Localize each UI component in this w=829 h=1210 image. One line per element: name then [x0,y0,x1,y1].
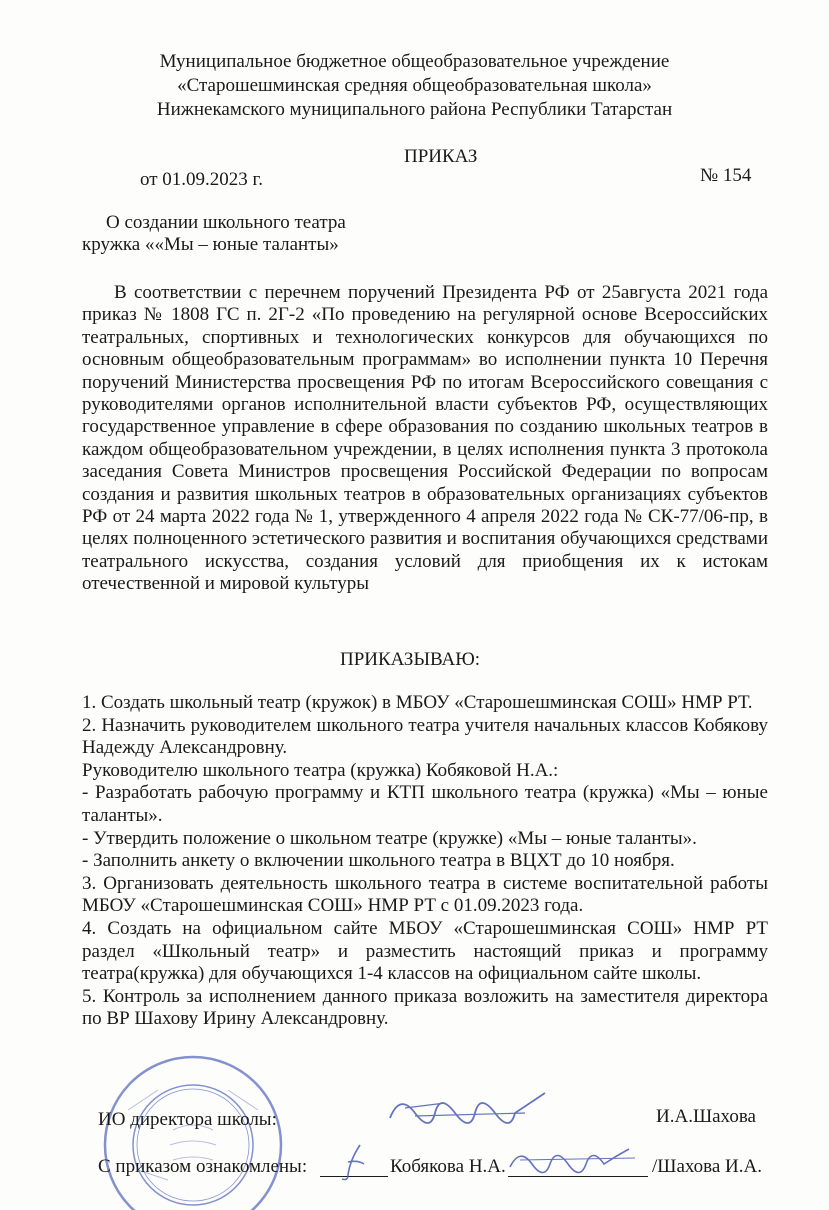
signature-name: И.А.Шахова [656,1106,756,1127]
order-title: ПРИКАЗ [404,146,478,167]
decree-item-1: 1. Создать школьный театр (кружок) в МБОУ «Старошешминская СОШ» НМР РТ. [82,692,753,713]
decree-subitem-regulation: - Утвердить положение о школьном театре (кружке) «Мы – юные таланты». [82,827,697,849]
decree-heading: ПРИКАЗЫВАЮ: [340,649,481,670]
subject-line2: кружка ««Мы – юные таланты» [82,234,339,255]
decree-item-5: 5. Контроль за исполнением данного приказа возложить на заместителя директора по ВР Шахову Ирину Александровну. [82,985,768,1030]
acknowledgement-person-2: /Шахова И.А. [652,1156,763,1177]
subject-line1: О создании школьного театра [106,212,346,233]
decree-subitem-survey: - Заполнить анкету о включении школьного театра в ВЦХТ до 10 ноября. [82,850,675,872]
order-date: от 01.09.2023 г. [140,169,263,190]
school-name-line3: Нижнекамского муниципального района Республики Татарстан [156,99,673,120]
acknowledgement-label: С приказом ознакомлены: [98,1156,308,1177]
decree-items [82,692,768,1031]
signature-position: ИО директора школы: [98,1109,277,1130]
shakhova-signature-image [505,1142,650,1182]
decree-subitem-program: - Разработать рабочую программу и КТП школьного театра (кружка) «Мы – юные таланты». [82,782,768,826]
director-signature-image [385,1088,555,1138]
kobyakova-signature-image [330,1140,380,1185]
decree-item-2: 2. Назначить руководителем школьного театра учителя начальных классов Кобякову Надежду Александровну. [82,714,768,759]
decree-item-2-sub-heading: Руководителю школьного театра (кружка) Кобяковой Н.А.: [82,759,559,781]
school-name-line1: Муниципальное бюджетное общеобразовательное учреждение [159,51,670,72]
order-number: № 154 [700,165,752,186]
acknowledgement-person-1: Кобякова Н.А. [390,1156,506,1177]
decree-item-4: 4. Создать на официальном сайте МБОУ «Старошешминская СОШ» НМР РТ раздел «Школьный театр» и разместить настоящий приказ и программу театра(кружка) для обучающихся 1-4 классов на официальном сайте школы. [82,917,768,985]
decree-item-3: 3. Организовать деятельность школьного театра в системе воспитательной работы МБОУ «Старошешминская СОШ» НМР РТ с 01.09.2023 года. [82,872,768,917]
school-name-line2: «Старошешминская средняя общеобразовательная школа» [177,75,652,96]
preamble-paragraph: В соответствии с перечнем поручений Президента РФ от 25августа 2021 года приказ № 1808 ГС п. 2Г-2 «По проведению на регулярной основе Всероссийских театральных, спортивных и технологических конкурсов для обучающихся по основным общеобразовательным программам» во исполнении пункта 10 Перечня поручений Министерства просвещения РФ по итогам Всероссийского совещания с руководителями органов исполнительной власти субъектов РФ, осуществляющих государственное управление в сфере образования по созданию школьных театров в каждом общеобразовательном учреждении, в целях исполнения пункта 3 протокола заседания Совета Министров просвещения Российской Федерации по вопросам создания и развития школьных театров в образовательных организациях субъектов РФ от 24 марта 2022 года № 1, утвержденного 4 апреля 2022 года № СК-77/06-пр, в целях полноценного эстетического развития и воспитания обучающихся средствами театрального искусства, создания условий для приобщения их к истокам отечественной и мировой культуры [82,282,768,595]
